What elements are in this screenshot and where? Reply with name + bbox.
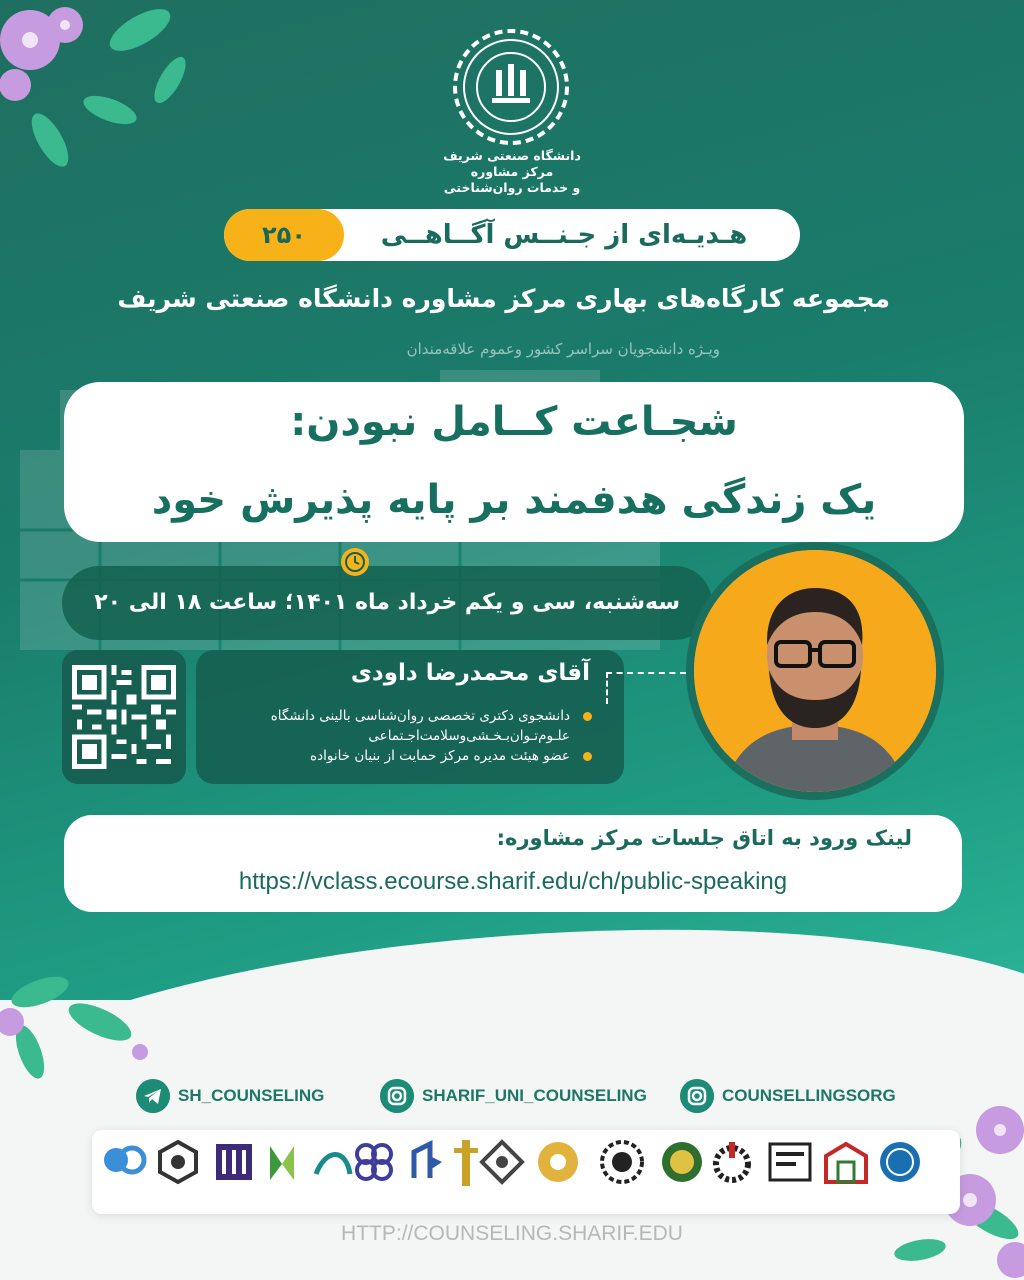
speaker-photo xyxy=(694,550,936,792)
meeting-link[interactable]: https://vclass.ecourse.sharif.edu/ch/public-speaking xyxy=(238,868,788,895)
campaign-number-badge: ۲۵۰ xyxy=(224,209,344,261)
partner-logo-icon xyxy=(596,1138,648,1188)
telegram-icon xyxy=(136,1079,170,1113)
bio-item xyxy=(200,746,592,766)
organization-name xyxy=(402,148,622,196)
partner-logo-icon xyxy=(820,1138,872,1188)
social-instagram-uni[interactable] xyxy=(380,1078,647,1114)
link-label: لینک ورود به اتاق جلسات مرکز مشاوره: xyxy=(496,826,912,850)
partner-logo-icon xyxy=(152,1138,204,1188)
partner-logo-icon xyxy=(764,1138,816,1188)
partner-logo-icon xyxy=(348,1138,400,1188)
sharif-university-logo xyxy=(452,28,570,146)
partner-logo-icon xyxy=(208,1138,260,1188)
dashed-connector xyxy=(606,672,686,674)
bio-item xyxy=(200,726,592,746)
partner-logo-icon xyxy=(656,1138,708,1188)
partner-logo-icon xyxy=(706,1138,758,1188)
social-handle: COUNSELLINGSORG xyxy=(722,1086,896,1105)
speaker-portrait-image xyxy=(694,550,936,792)
talk-title-line-1: شجـاعت کــامل نبودن: xyxy=(290,399,738,445)
partner-logo-icon xyxy=(256,1138,308,1188)
website-url[interactable]: HTTP://COUNSELING.SHARIF.EDU xyxy=(341,1222,683,1245)
partner-logo-icon xyxy=(98,1138,150,1188)
dashed-connector xyxy=(606,672,608,704)
social-handle: SH_COUNSELING xyxy=(178,1086,325,1105)
qr-code-icon[interactable] xyxy=(72,662,176,772)
social-telegram[interactable] xyxy=(136,1078,324,1114)
org-line: و خدمات روان‌شناختی xyxy=(443,180,581,195)
org-line: دانشگاه صنعتی شریف xyxy=(443,148,581,163)
series-subtitle: ویـژه دانشجویان سراسر کشور وعموم علاقه‌مندان xyxy=(406,340,720,358)
flower-decoration-bottom-left-icon xyxy=(0,962,170,1092)
bio-text: عضو هیئت مدیره مرکز حمایت از بنیان خانواده xyxy=(310,748,570,764)
partner-logo-icon xyxy=(532,1138,584,1188)
event-datetime: سه‌شنبه، سی و یکم خرداد ماه ۱۴۰۱؛ ساعت ۱۸ الی ۲۰ xyxy=(94,590,680,615)
partner-logo-icon xyxy=(476,1138,528,1188)
bio-text: دانشجوی دکتری تخصصی روان‌شناسی بالینی دانشگاه xyxy=(270,708,570,724)
partner-logo-icon xyxy=(874,1138,926,1188)
speaker-bio xyxy=(200,706,592,766)
org-line: مرکز مشاوره xyxy=(470,164,554,179)
bio-text: علـوم‌تـوان‌بـخـشی‌و‌سلامت‌اجـتماعی xyxy=(368,728,570,744)
campaign-title: هـدیـه‌ای از جـنــس آگــاهــی xyxy=(380,220,748,250)
social-instagram-org[interactable] xyxy=(680,1078,896,1114)
instagram-icon xyxy=(680,1079,714,1113)
bullet-icon xyxy=(583,712,592,721)
bio-item xyxy=(200,706,592,726)
flower-decoration-top-left-icon xyxy=(0,0,210,200)
instagram-icon xyxy=(380,1079,414,1113)
talk-title-line-2: یک زندگی هدفمند بر پایه پذیرش خود xyxy=(151,477,877,523)
social-handle: SHARIF_UNI_COUNSELING xyxy=(422,1086,647,1105)
bullet-icon xyxy=(583,752,592,761)
clock-icon xyxy=(340,547,370,577)
series-title: مجموعه کارگاه‌های بهاری مرکز مشاوره دانشگاه صنعتی شریف xyxy=(117,284,890,313)
speaker-name: آقای محمدرضا داودی xyxy=(350,660,590,686)
